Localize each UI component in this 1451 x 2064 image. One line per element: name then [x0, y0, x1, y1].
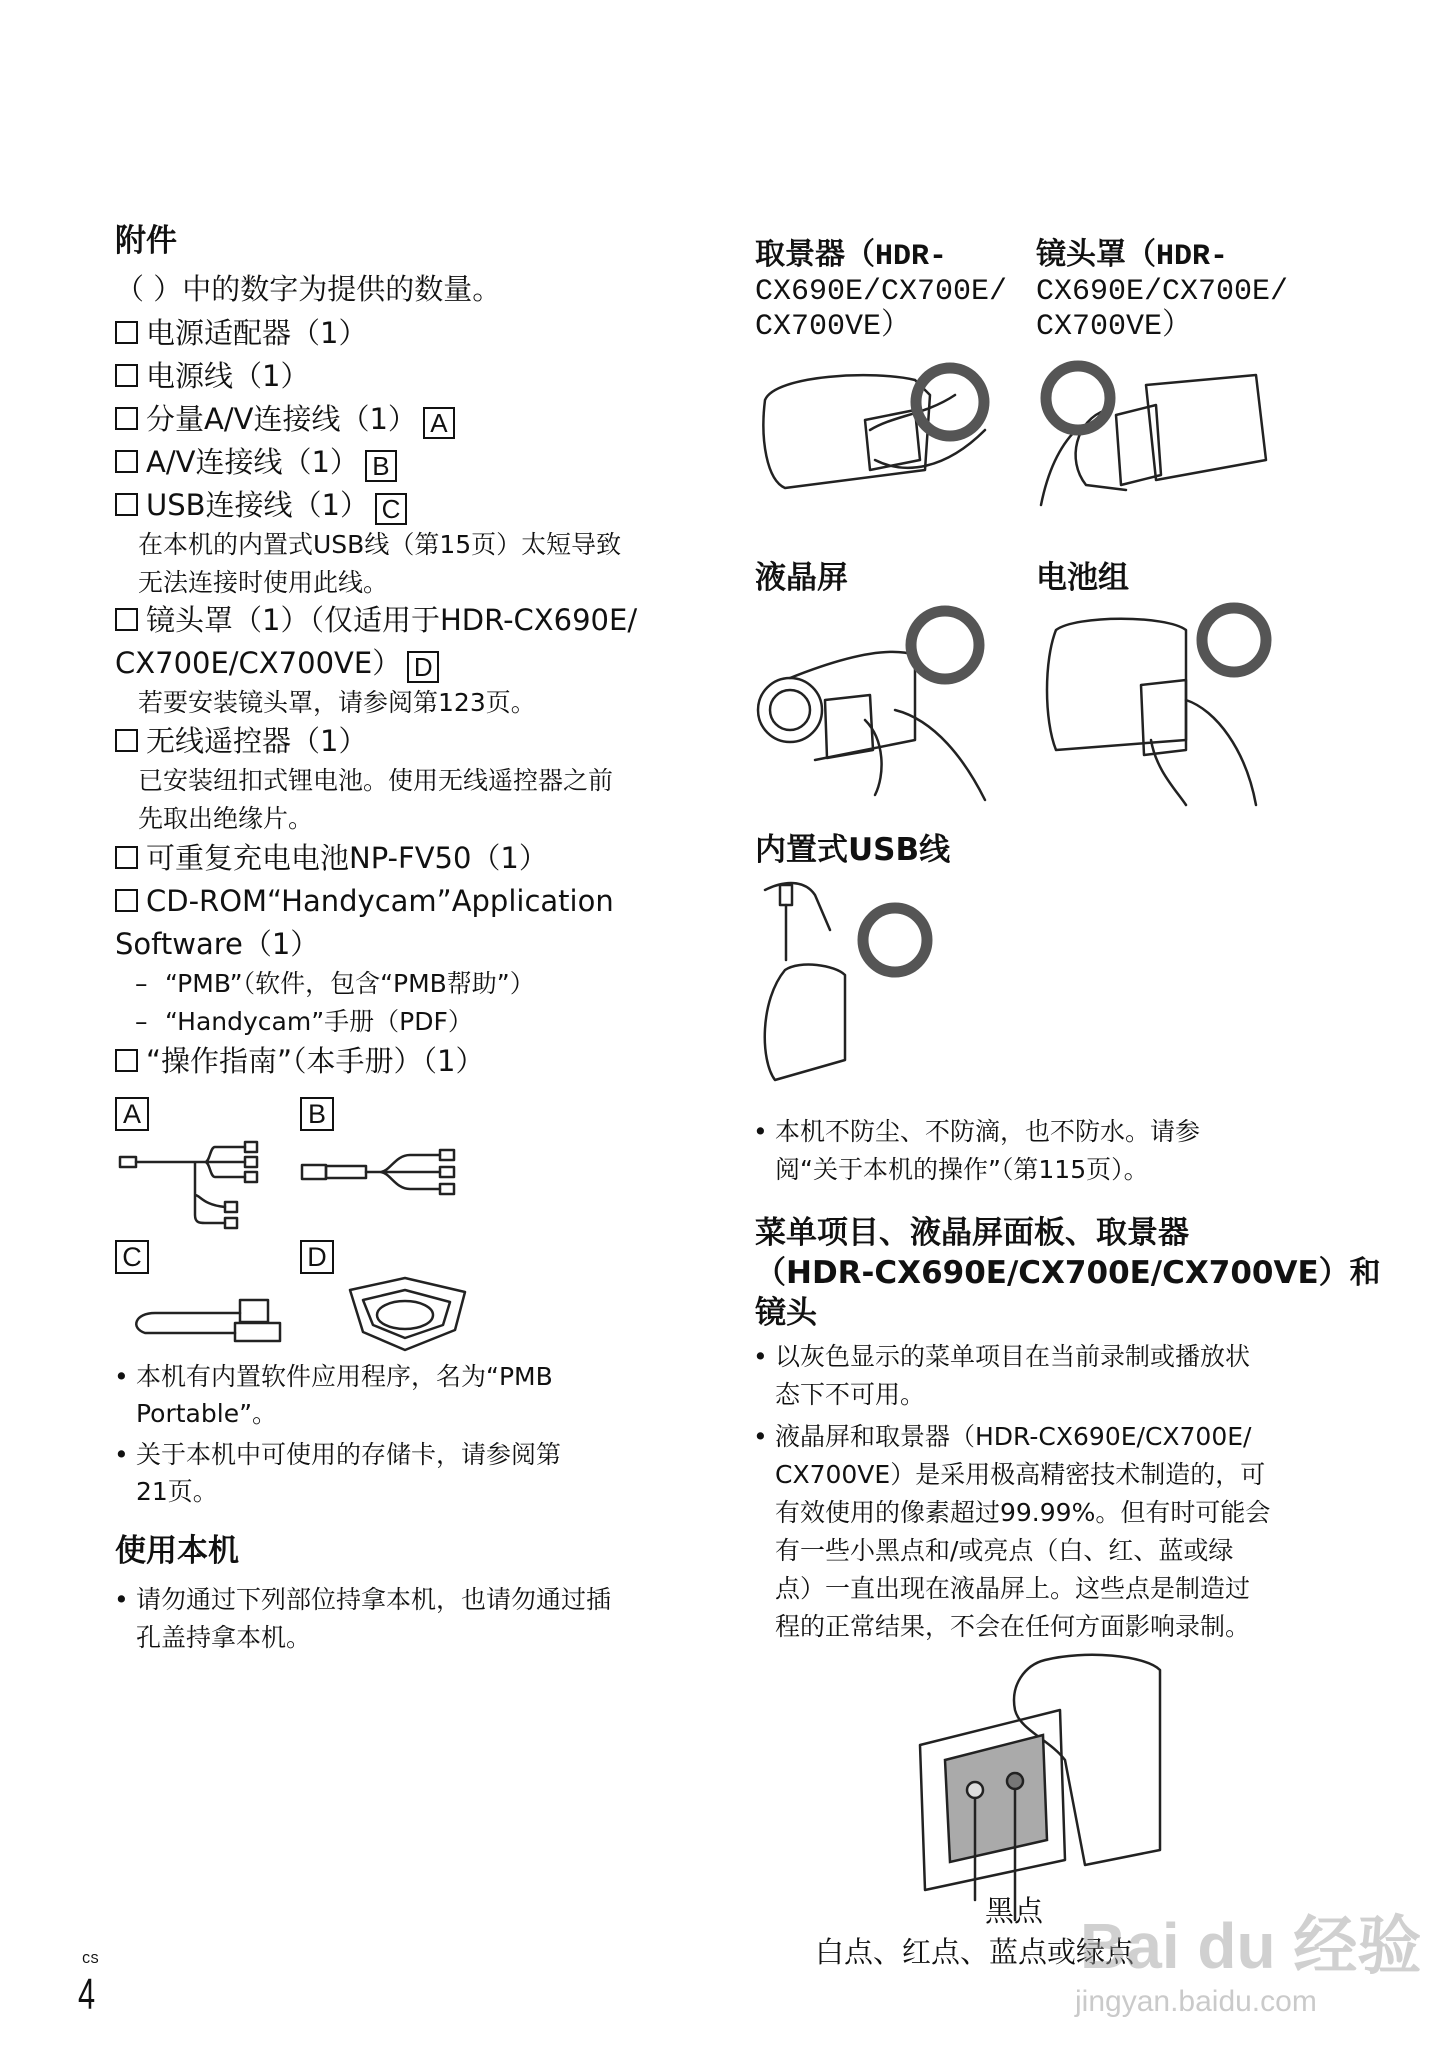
viewfinder-hold-illustration: [755, 360, 995, 510]
checkbox-icon: [115, 729, 138, 752]
prohibited-icon: [916, 368, 984, 436]
list-item: CD-ROM“Handycam”Application: [115, 880, 614, 922]
item-note: 若要安装镜头罩，请参阅第123页。: [138, 688, 536, 717]
bullet-text: 本机有内置软件应用程序，名为“PMB: [136, 1362, 553, 1391]
sub-item: “PMB”（软件，包含“PMB帮助”）: [165, 969, 535, 998]
lens-hood-illustration: [345, 1270, 475, 1360]
bullet-text-cont: CX700VE）是采用极高精密技术制造的，可: [775, 1460, 1266, 1489]
prohibited-icon: [1202, 608, 1266, 672]
item-note: 无法连接时使用此线。: [138, 568, 389, 597]
checkbox-icon: [115, 364, 138, 387]
checkbox-icon: [115, 450, 138, 473]
checkbox-icon: [115, 407, 138, 430]
bullet-text-cont: Portable”。: [136, 1399, 278, 1428]
item-note: 在本机的内置式USB线（第15页）太短导致: [138, 530, 622, 559]
bullet-text: 以灰色显示的菜单项目在当前录制或播放状: [775, 1342, 1251, 1371]
bullet-text-cont: 程的正常结果，不会在任何方面影响录制。: [775, 1612, 1251, 1641]
caption-battery: 电池组: [1036, 560, 1129, 596]
sub-item: “Handycam”手册（PDF）: [165, 1007, 473, 1036]
list-item: 无线遥控器（1）: [115, 720, 367, 762]
prohibited-icon: [863, 908, 927, 972]
checkbox-icon: [115, 608, 138, 631]
list-item: 分量A/V连接线（1） A: [115, 398, 455, 440]
bullet-text-cont: 态下不可用。: [775, 1380, 926, 1409]
usb-hold-illustration: [755, 870, 955, 1090]
page-number: 4: [78, 1970, 96, 2019]
list-item: 可重复充电电池NP-FV50（1）: [115, 837, 548, 879]
bullet-text: 液晶屏和取景器（HDR-CX690E/CX700E/: [775, 1422, 1252, 1451]
accessories-intro: （ ）中的数字为提供的数量。: [115, 272, 502, 306]
menu-section-heading: 菜单项目、液晶屏面板、取景器 （HDR-CX690E/CX700E/CX700VE）和 镜头: [755, 1215, 1381, 1331]
bullet-text: 关于本机中可使用的存储卡，请参阅第: [136, 1440, 562, 1469]
list-item: 电源线（1）: [115, 355, 309, 397]
label-badge: D: [407, 651, 439, 683]
av-cable-illustration: [300, 1135, 470, 1215]
lens-hood-hold-illustration: [1036, 360, 1276, 510]
caption-lens-hood: 镜头罩（HDR- CX690E/CX700E/ CX700VE）: [1036, 240, 1289, 344]
figure-label-d: D: [300, 1240, 334, 1274]
bullet-text-cont: 21页。: [136, 1477, 218, 1506]
item-note: 先取出绝缘片。: [138, 804, 314, 833]
lcd-hold-illustration: [755, 600, 995, 800]
bullet-text-cont: 孔盖持拿本机。: [136, 1623, 312, 1652]
list-item: CX700E/CX700VE） D: [115, 642, 439, 684]
list-item: 电源适配器（1）: [115, 312, 367, 354]
color-dots-label: 白点、红点、蓝点或绿点: [815, 1935, 1135, 1969]
prohibited-icon: [1046, 366, 1110, 430]
watermark-logo: Bai du 经验: [1080, 1910, 1422, 1982]
label-badge: B: [365, 450, 397, 482]
lcd-dots-illustration: [915, 1650, 1165, 1890]
list-item: A/V连接线（1） B: [115, 441, 397, 483]
bullet-text-cont: 有一些小黑点和/或亮点（白、红、蓝或绿: [775, 1536, 1234, 1565]
bullet-text-cont: 点）一直出现在液晶屏上。这些点是制造过: [775, 1574, 1251, 1603]
usb-cable-illustration: [125, 1278, 285, 1348]
checkbox-icon: [115, 493, 138, 516]
bullet-text-cont: 阅“关于本机的操作”（第115页）。: [775, 1155, 1149, 1184]
list-item: 镜头罩（1）（仅适用于HDR-CX690E/: [115, 599, 637, 641]
checkbox-icon: [115, 846, 138, 869]
label-badge: A: [423, 407, 455, 439]
item-note: 已安装纽扣式锂电池。使用无线遥控器之前: [138, 766, 614, 795]
checkbox-icon: [115, 1049, 138, 1072]
language-tag: CS: [82, 1952, 99, 1968]
figure-label-a: A: [115, 1097, 149, 1131]
figure-label-c: C: [115, 1240, 149, 1274]
prohibited-icon: [911, 611, 979, 679]
watermark-url: jingyan.baidu.com: [1075, 1985, 1317, 2018]
figure-label-b: B: [300, 1097, 334, 1131]
bullet-text-cont: 有效使用的像素超过99.99%。但有时可能会: [775, 1498, 1271, 1527]
accessories-heading: 附件: [115, 223, 177, 259]
checkbox-icon: [115, 321, 138, 344]
label-badge: C: [375, 493, 407, 525]
caption-lcd: 液晶屏: [755, 560, 848, 596]
list-item: “操作指南”（本手册）（1）: [115, 1040, 485, 1082]
list-item: USB连接线（1） C: [115, 484, 407, 526]
caption-usb: 内置式USB线: [755, 832, 951, 868]
caption-viewfinder: 取景器（HDR- CX690E/CX700E/ CX700VE）: [755, 240, 1008, 344]
component-av-cable-illustration: [115, 1135, 275, 1235]
using-heading: 使用本机: [115, 1533, 239, 1569]
bullet-text: 本机不防尘、不防滴，也不防水。请参: [775, 1117, 1201, 1146]
battery-hold-illustration: [1036, 600, 1276, 810]
bullet-text: 请勿通过下列部位持拿本机，也请勿通过插: [136, 1585, 612, 1614]
list-item-cont: Software（1）: [115, 927, 320, 961]
black-dot-label: 黑点: [985, 1894, 1044, 1928]
checkbox-icon: [115, 889, 138, 912]
